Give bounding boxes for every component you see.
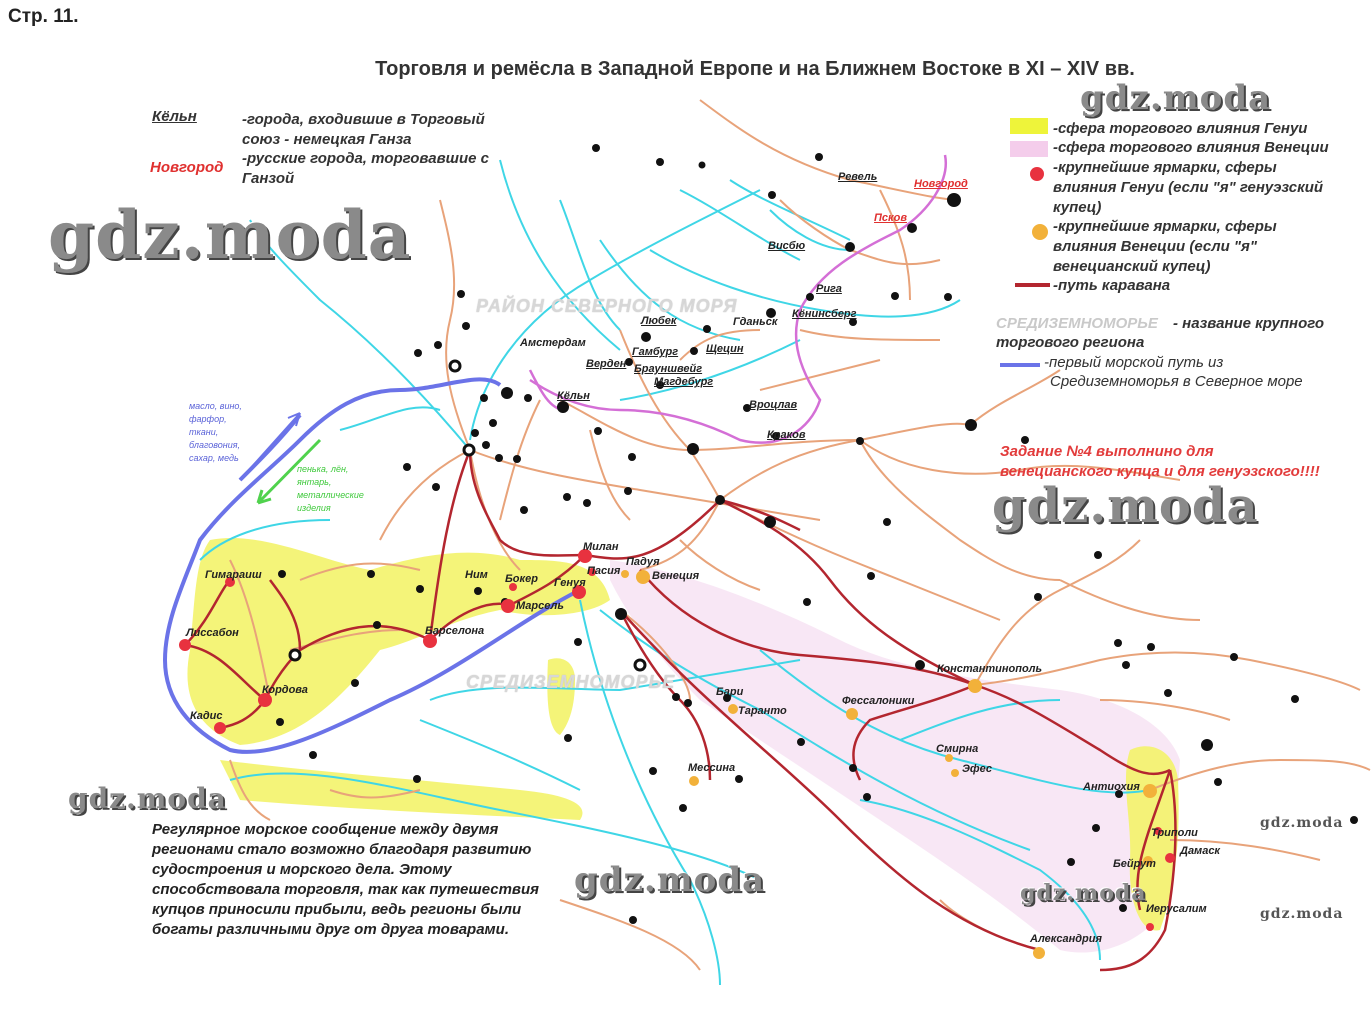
watermark-small-2: gdz.moda	[1260, 906, 1344, 922]
city-visby: Висбю	[768, 240, 806, 252]
conclusion-text: Регулярное морское сообщение между двумя регионами стало возможно благодаря развитию судостроения и морского дела. Этому способствовала торговля, так как путешествия купцов приносили прибыли, ведь регионы были богаты различными друг от друга товарами.	[152, 821, 539, 938]
legend-hansa-sample: Кёльн	[152, 108, 197, 125]
legend-genoa-sphere: -сфера торгового влияния Генуи	[1053, 120, 1308, 137]
city-tripoli: Триполи	[1151, 827, 1198, 839]
legend-genoa-fair-dot	[1030, 167, 1044, 181]
legend-venice-fairs-3: венецианский купец)	[1053, 258, 1211, 275]
city-verden: Верден	[586, 358, 627, 370]
goods-south-4: изделия	[297, 503, 331, 513]
watermark-small-1: gdz.moda	[1260, 815, 1344, 831]
city-braunschweig: Брауншвейг	[634, 363, 703, 375]
legend-venice-fair-dot	[1032, 224, 1048, 240]
region-mediterranean: СРЕДИЗЕМНОМОРЬЕ	[466, 672, 676, 692]
city-hamburg: Гамбург	[632, 346, 679, 358]
map-title: Торговля и ремёсла в Западной Европе и на Ближнем Востоке в XI – XIV вв.	[375, 58, 1135, 80]
legend-genoa-fairs-2: влияния Генуи (если "я" генуэзский	[1053, 179, 1324, 196]
city-thessaloniki: Фессалоники	[842, 695, 915, 707]
city-genoa: Генуя	[554, 577, 586, 589]
city-constantinople: Константинополь	[937, 663, 1043, 675]
city-pavia: Пасия	[587, 565, 621, 577]
city-pskov: Псков	[874, 212, 907, 224]
watermark-bottom-right: gdz.moda	[1020, 880, 1147, 906]
legend-russian-text-2: Ганзой	[242, 170, 295, 187]
legend-venice-fairs-1: -крупнейшие ярмарки, сферы	[1053, 218, 1277, 235]
page-number: Стр. 11.	[8, 6, 79, 27]
legend-russian-sample: Новгород	[150, 159, 224, 176]
goods-south-3: металлические	[297, 490, 364, 500]
legend-venice-fairs-2: влияния Венеции (если "я"	[1053, 238, 1257, 255]
city-amsterdam: Амстердам	[520, 337, 586, 349]
goods-north-list	[189, 400, 242, 465]
city-cordoba: Кордова	[262, 684, 308, 696]
city-novgorod: Новгород	[914, 178, 968, 190]
legend-russian-text-1: -русские города, торговавшие с	[242, 150, 490, 167]
legend-sea-route-1: -первый морской путь из	[1044, 354, 1224, 371]
city-revel: Ревель	[838, 171, 878, 183]
watermark-mid-right: gdz.moda	[992, 478, 1259, 534]
legend-venice-sphere: -сфера торгового влияния Венеции	[1053, 139, 1329, 156]
legend-sea-route-2: Средиземноморья в Северное море	[1050, 373, 1303, 390]
city-milan: Милан	[583, 541, 619, 553]
city-magdeburg: Магдебург	[654, 376, 714, 388]
goods-north-5: сахар, медь	[189, 453, 239, 463]
legend-region-sample: СРЕДИЗЕМНОМОРЬЕ	[996, 315, 1158, 332]
city-marseille: Марсель	[516, 600, 564, 612]
goods-north-1: масло, вино,	[189, 401, 242, 411]
city-barcelona: Барселона	[425, 625, 485, 637]
city-jerusalem: Иерусалим	[1146, 903, 1207, 915]
region-north-sea: РАЙОН СЕВЕРНОГО МОРЯ	[476, 296, 738, 316]
city-bari: Бари	[716, 686, 744, 698]
legend-region-text-1: - название крупного	[1173, 315, 1325, 332]
city-riga: Рига	[816, 283, 842, 295]
city-lubeck: Любек	[641, 315, 677, 327]
goods-north-4: благовония,	[189, 440, 241, 450]
city-smyrna: Смирна	[936, 743, 979, 755]
city-wroclaw: Вроцлав	[749, 399, 798, 411]
city-krakow: Краков	[767, 429, 806, 441]
legend-hansa-text-1: -города, входившие в Торговый	[242, 111, 485, 128]
city-gdansk: Гданьск	[733, 316, 778, 328]
task-note-line-1: Задание №4 выполнино для	[1000, 443, 1214, 460]
task-note-line-2: венецианского купца и для генуэзского!!!!	[1000, 463, 1320, 480]
city-guimaraes: Гимараиш	[205, 569, 262, 581]
legend-hansa-text-2: союз - немецкая Ганза	[242, 131, 412, 148]
city-damascus: Дамаск	[1180, 845, 1221, 857]
task-note	[1000, 442, 1360, 482]
goods-north-3: ткани,	[189, 427, 219, 437]
city-ephesus: Эфес	[962, 763, 993, 775]
watermark-bottom-center: gdz.moda	[574, 860, 766, 900]
legend-genoa-swatch	[1010, 118, 1048, 134]
goods-north-2: фарфор,	[189, 414, 227, 424]
city-taranto: Таранто	[738, 705, 787, 717]
watermark-bottom-left: gdz.moda	[68, 782, 227, 815]
city-alexandria: Александрия	[1030, 933, 1102, 945]
city-beirut: Бейрут	[1113, 858, 1156, 870]
goods-south-2: янтарь,	[297, 477, 332, 487]
city-messina: Мессина	[688, 762, 736, 774]
city-cadiz: Кадис	[190, 710, 223, 722]
legend-caravan: -путь каравана	[1053, 277, 1171, 294]
city-venice: Венеция	[652, 570, 700, 582]
goods-south-list	[297, 463, 364, 515]
city-lisbon: Лиссабон	[186, 627, 239, 639]
city-nimes: Ним	[465, 569, 488, 581]
city-konigsberg: Кёнинсберг	[792, 308, 857, 320]
legend-genoa-fairs-3: купец)	[1053, 199, 1102, 216]
city-beaucaire: Бокер	[505, 573, 538, 585]
goods-south-1: пенька, лён,	[297, 464, 349, 474]
city-szczecin: Щецин	[706, 343, 744, 355]
legend-region-text-2: торгового региона	[996, 334, 1145, 351]
legend-genoa-fairs-1: -крупнейшие ярмарки, сферы	[1053, 159, 1277, 176]
city-antioch: Антиохия	[1083, 781, 1140, 793]
watermark-top-right: gdz.moda	[1080, 78, 1272, 118]
city-padua: Падуя	[626, 556, 660, 568]
legend-venice-swatch	[1010, 141, 1048, 157]
watermark-large-left: gdz.moda	[48, 196, 412, 274]
city-koln: Кёльн	[557, 390, 590, 402]
